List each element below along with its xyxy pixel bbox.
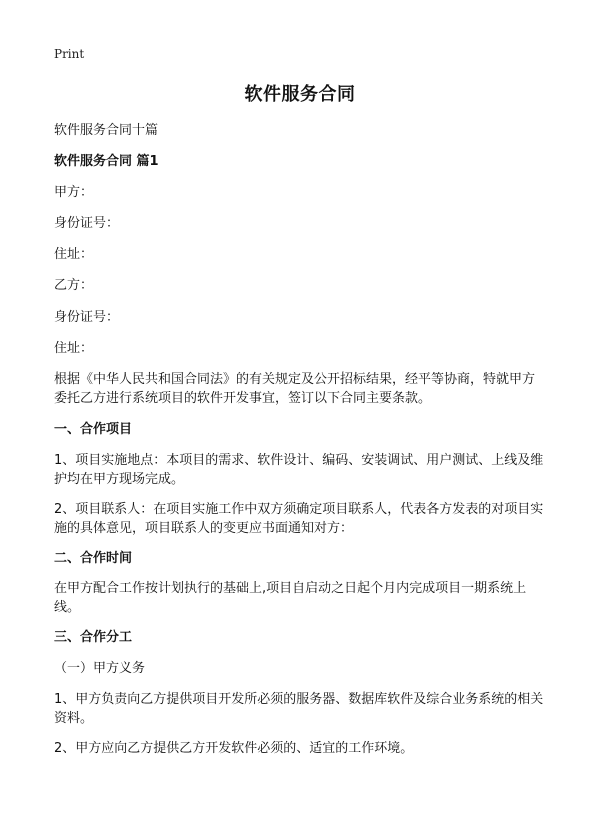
intro-paragraph: 根据《中华人民共和国合同法》的有关规定及公开招标结果，经平等协商，特就甲方委托乙方进行系统项目的软件开发事宜，签订以下合同主要条款。 bbox=[54, 372, 536, 406]
party-b-id-field: 身份证号： bbox=[54, 310, 120, 325]
subheading-party-a-obligations: （一）甲方义务 bbox=[54, 661, 146, 676]
heading-cooperation-project: 一、合作项目 bbox=[54, 422, 133, 437]
paragraph-project-contact: 2、项目联系人：在项目实施工作中双方须确定项目联系人，代表各方发表的对项目实施的具体意见，项目联系人的变更应书面通知对方： bbox=[54, 502, 544, 536]
document-title: 软件服务合同 bbox=[244, 84, 356, 105]
paragraph-schedule: 在甲方配合工作按计划执行的基础上,项目自启动之日起个月内完成项目一期系统上线。 bbox=[54, 581, 527, 615]
party-a-address-field: 住址： bbox=[54, 247, 94, 262]
paragraph-party-a-resources: 1、甲方负责向乙方提供项目开发所必须的服务器、数据库软件及综合业务系统的相关资料。 bbox=[54, 692, 544, 726]
heading-division-of-work: 三、合作分工 bbox=[54, 630, 133, 645]
paragraph-party-a-environment: 2、甲方应向乙方提供乙方开发软件必须的、适宜的工作环境。 bbox=[54, 741, 414, 756]
print-link[interactable]: Print bbox=[54, 47, 85, 61]
party-b-field: 乙方： bbox=[54, 278, 94, 293]
heading-cooperation-time: 二、合作时间 bbox=[54, 551, 133, 566]
section-title: 软件服务合同 篇1 bbox=[54, 154, 159, 169]
party-a-id-field: 身份证号： bbox=[54, 216, 120, 231]
party-b-address-field: 住址： bbox=[54, 341, 94, 356]
document-subtitle: 软件服务合同十篇 bbox=[54, 123, 159, 138]
paragraph-implementation-site: 1、项目实施地点：本项目的需求、软件设计、编码、安装调试、用户测试、上线及维护均在甲方现场完成。 bbox=[54, 453, 544, 487]
party-a-field: 甲方： bbox=[54, 185, 94, 200]
